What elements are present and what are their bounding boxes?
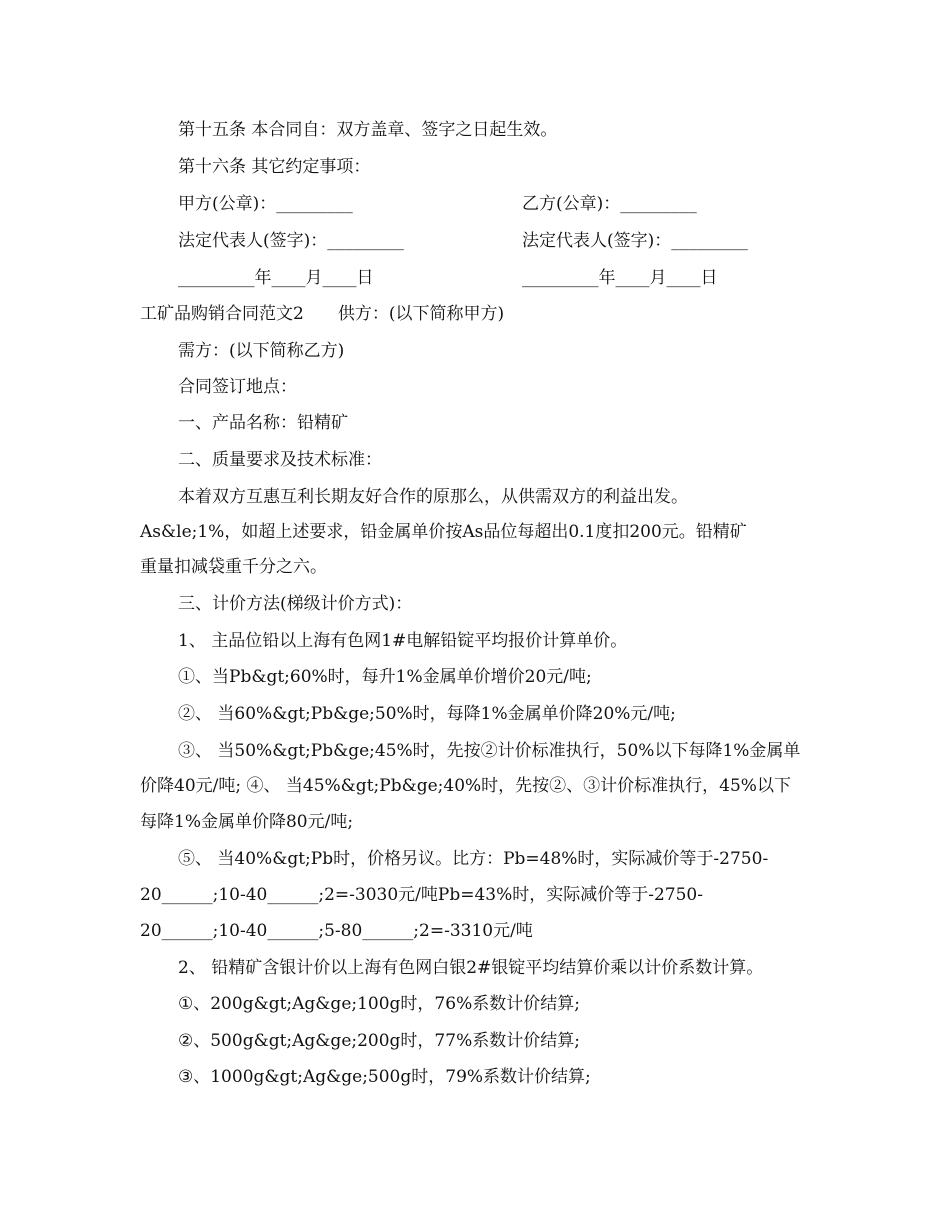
article-16: 第十六条 其它约定事项： (178, 157, 371, 177)
party-a-seal: 甲方(公章)：_________ (178, 194, 353, 214)
party-b-date: _________年____月____日 (522, 268, 718, 288)
pricing-item-1c-line2: 价降40元/吨; ④、 当45%&gt;Pb&ge;40%时，先按②、③计价标准执行，45%以下 (140, 776, 791, 796)
pricing-heading: 三、计价方法(梯级计价方式)： (178, 594, 413, 614)
party-b-seal: 乙方(公章)：_________ (522, 194, 697, 214)
quality-paragraph-2: As&le;1%，如超上述要求，铅金属单价按As品位每超出0.1度扣200元。铅精矿 (140, 522, 747, 542)
quality-heading: 二、质量要求及技术标准： (178, 450, 382, 470)
pricing-item-1c-line1: ③、 当50%&gt;Pb&ge;45%时，先按②计价标准执行，50%以下每降1%金属单 (178, 741, 801, 761)
pricing-item-1e-line2: 20______;10-40______;2=-3030元/吨Pb=43%时，实际减价等于-2750- (140, 885, 703, 905)
quality-paragraph-1: 本着双方互惠互利长期友好合作的原那么，从供需双方的利益出发。 (178, 487, 688, 507)
pricing-item-1e-line3: 20______;10-40______;5-80______;2=-3310元/吨 (140, 921, 533, 941)
party-a-rep: 法定代表人(签字)：_________ (178, 231, 404, 251)
pricing-item-2c: ③、1000g&gt;Ag&ge;500g时，79%系数计价结算; (178, 1067, 591, 1087)
pricing-item-2a: ①、200g&gt;Ag&ge;100g时，76%系数计价结算; (178, 994, 580, 1014)
party-a-date: _________年____月____日 (178, 268, 374, 288)
pricing-item-2b: ②、500g&gt;Ag&ge;200g时，77%系数计价结算; (178, 1031, 580, 1051)
contract-2-title: 工矿品购销合同范文2 供方：(以下简称甲方) (140, 304, 505, 324)
article-15: 第十五条 本合同自：双方盖章、签字之日起生效。 (178, 120, 558, 140)
pricing-item-1: 1、 主品位铅以上海有色网1#电解铅锭平均报价计算单价。 (178, 631, 628, 651)
pricing-item-2: 2、 铅精矿含银计价以上海有色网白银2#银锭平均结算价乘以计价系数计算。 (178, 958, 764, 978)
pricing-item-1b: ②、 当60%&gt;Pb&ge;50%时，每降1%金属单价降20%元/吨; (178, 704, 676, 724)
pricing-item-1a: ①、当Pb&gt;60%时，每升1%金属单价增价20元/吨; (178, 667, 592, 687)
pricing-item-1e-line1: ⑤、 当40%&gt;Pb时，价格另议。比方：Pb=48%时，实际减价等于-2750- (178, 849, 769, 869)
party-b-rep: 法定代表人(签字)：_________ (522, 231, 748, 251)
quality-paragraph-3: 重量扣减袋重千分之六。 (140, 557, 327, 577)
pricing-item-1c-line3: 每降1%金属单价降80元/吨; (140, 812, 354, 832)
buyer-line: 需方：(以下简称乙方) (178, 341, 345, 361)
signing-place: 合同签订地点： (178, 377, 297, 397)
product-name: 一、产品名称：铅精矿 (178, 413, 348, 433)
